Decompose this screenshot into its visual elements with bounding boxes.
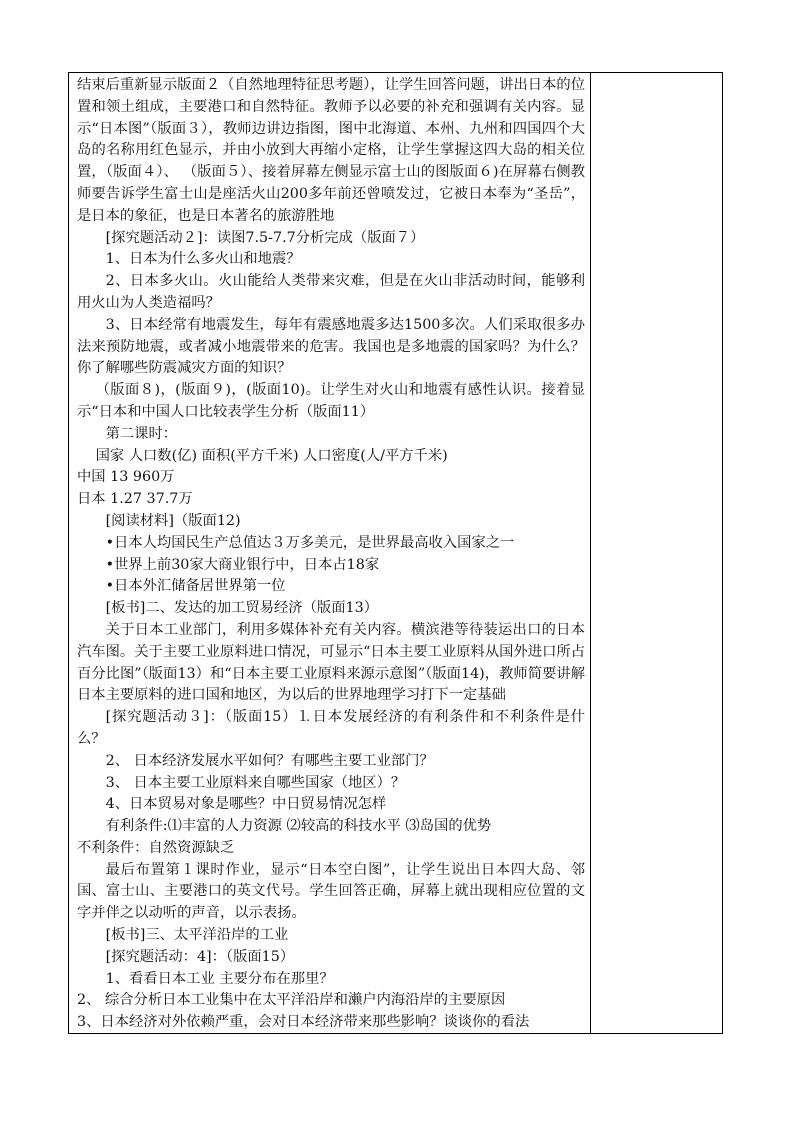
activity-4-question-1: 1、看看日本工业 主要分布在那里？ xyxy=(105,970,334,987)
activity-4-heading: [探究题活动：4]：（版面15） xyxy=(105,948,295,965)
activity-2-heading: [探究题活动２]：读图7.5-7.7分析完成（版面７） xyxy=(105,229,425,246)
reading-material-heading: [阅读材料]（版面12) xyxy=(105,512,241,529)
board-heading-2: [板书]二、发达的加工贸易经济（版面13） xyxy=(105,600,378,617)
lesson-content-cell xyxy=(77,75,585,1034)
homework-paragraph: 最后布置第１课时作业，显示“日本空白图”，让学生说出日本四大岛、邻国、富士山、主要港口的英文代号。学生回答正确，屏幕上就出现相应位置的文字并伴之以动听的声音，以示表扬。 xyxy=(77,861,585,922)
question-2: 2、日本多火山。火山能给人类带来灾难，但是在火山非活动时间，能够利用火山为人类造福吗？ xyxy=(77,273,585,311)
paragraph-intro: 结束后重新显示版面２（自然地理特征思考题），让学生回答问题，讲出日本的位置和领土组成，主要港口和自然特征。教师予以必要的补充和强调有关内容。显示“日本图”（版面３），教师边讲边指图，图中北海道、本州、九州和四国四个大岛的名称用红色显示，并由小放到大再缩小定格，让学生掌握这四大岛的相关位置，（版面４）、 （版面５）、接着屏幕左侧显示富士山的图版面６)在屏幕右侧教师要告诉学生富士山是座活火山200多年前还曾喷发过，它被日本奉为“圣岳”，是日本的象征，也是日本著名的旅游胜地 xyxy=(77,77,585,224)
china-row: 中国 13 960万 xyxy=(77,469,175,486)
activity-3-question-2: 2、 日本经济发展水平如何？有哪些主要工业部门？ xyxy=(105,752,434,769)
second-lesson-heading: 第二课时： xyxy=(105,425,178,442)
activity-3-heading: [探究题活动３]：（版面15）⒈日本发展经济的有利条件和不利条件是什么？ xyxy=(77,709,585,747)
table-header-line: 国家 人口数(亿) 面积(平方千米) 人口密度(人/平方千米) xyxy=(95,447,448,464)
panel-notes: （版面８)，(版面９)，(版面10)。让学生对火山和地震有感性认识。接着显示“日本和中国人口比较表学生分析（版面11） xyxy=(77,382,585,420)
activity-3-question-4: 4、日本贸易对象是哪些？中日贸易情况怎样 xyxy=(105,796,387,813)
lesson-table xyxy=(68,72,723,1034)
activity-3-question-3: 3、 日本主要工业原料来自哪些国家（地区）？ xyxy=(105,774,406,791)
activity-4-question-2: 2、 综合分析日本工业集中在太平洋沿岸和濑户内海沿岸的主要原因 xyxy=(77,992,506,1009)
industry-paragraph: 关于日本工业部门，利用多媒体补充有关内容。横滨港等待装运出口的日本汽车图。关于主要工业原料进口情况，可显示“日本主要工业原料从国外进口所占百分比图”（版面13）和“日本主要工业原料来源示意图”（版面14)，教师简要讲解日本主要原料的进口国和地区，为以后的世界地理学习打下一定基础 xyxy=(77,621,585,704)
favorable-conditions: 有利条件:⑴丰富的人力资源 ⑵较高的科技水平 ⑶岛国的优势 xyxy=(105,818,492,835)
reading-item-1: •日本人均国民生产总值达３万多美元，是世界最高收入国家之一 xyxy=(105,534,515,551)
question-3: 3、日本经常有地震发生，每年有震感地震多达1500多次。人们采取很多办法来预防地震，或者减小地震带来的危害。我国也是多地震的国家吗？为什么？你了解哪些防震减灾方面的知识？ xyxy=(77,316,585,377)
unfavorable-conditions: 不利条件：自然资源缺乏 xyxy=(77,839,235,856)
column-divider xyxy=(590,73,591,1033)
reading-item-3: •日本外汇储备居世界第一位 xyxy=(105,578,286,595)
board-heading-3: [板书]三、太平洋沿岸的工业 xyxy=(105,927,289,944)
japan-row: 日本 1.27 37.7万 xyxy=(77,491,193,508)
question-1: 1、日本为什么多火山和地震？ xyxy=(105,251,301,268)
activity-4-question-3: 3、日本经济对外依赖严重，会对日本经济带来那些影响？谈谈你的看法 xyxy=(77,1014,530,1031)
reading-item-2: •世界上前30家大商业银行中，日本占18家 xyxy=(105,556,380,573)
